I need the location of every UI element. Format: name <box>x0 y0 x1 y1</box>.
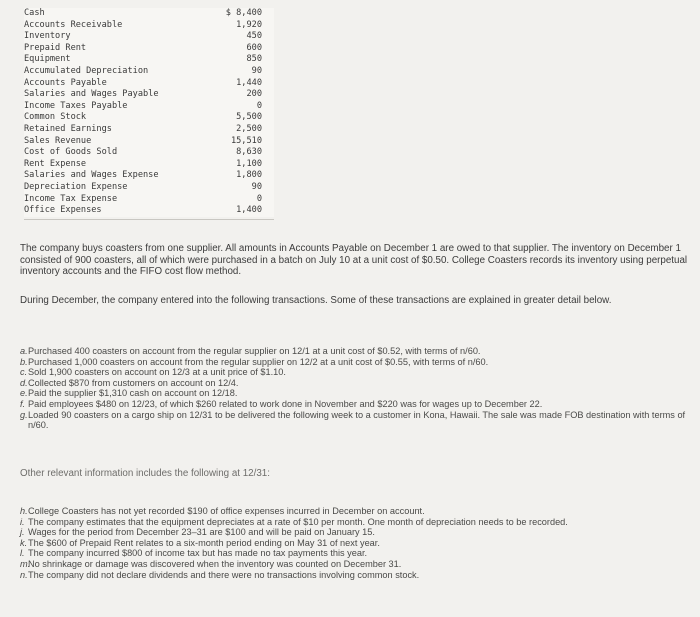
account-balance: 0 <box>256 193 262 204</box>
account-name: Depreciation Expense <box>24 181 128 192</box>
account-name: Cost of Goods Sold <box>24 147 118 158</box>
intro-paragraph: The company buys coasters from one supplier. All amounts in Accounts Payable on December 1 are owed to that supplier. The inventory on December 1 consisted of 900 coasters, all of which were purchased in a batch on July 10 at a unit cost of $0.50. College Coasters records its inventory using perpetual inventory accounts and the FIFO cost flow method. <box>20 243 688 278</box>
item-text: Paid employees $480 on 12/23, of which $260 related to work done in November and $220 was for wages up to December 22. <box>28 398 543 409</box>
trial-balance-row <box>24 78 274 90</box>
account-name: Common Stock <box>24 112 87 123</box>
trial-balance <box>24 8 274 217</box>
account-name: Accounts Payable <box>24 77 107 88</box>
account-name: Prepaid Rent <box>24 42 87 53</box>
item-text: Purchased 1,000 coasters on account from the regular supplier on 12/2 at a unit cost of $0.55, with terms of n/60. <box>28 356 489 367</box>
trial-balance-row <box>24 89 274 101</box>
trial-balance-row <box>24 8 274 20</box>
trial-balance-row <box>24 54 274 66</box>
account-name: Retained Earnings <box>24 123 112 134</box>
account-name: Inventory <box>24 31 71 42</box>
account-balance: $ 8,400 <box>225 8 262 18</box>
account-name: Office Expenses <box>24 205 102 216</box>
list-item <box>20 517 690 528</box>
list-item <box>20 410 690 431</box>
account-name: Rent Expense <box>24 158 87 169</box>
item-text: The company estimates that the equipment depreciates at a rate of $10 per month. One month of depreciation needs to be recorded. <box>28 516 568 527</box>
list-item <box>20 570 690 581</box>
trial-balance-row <box>24 31 274 43</box>
item-text: Wages for the period from December 23–31 are $100 and will be paid on January 15. <box>28 527 375 538</box>
account-balance: 450 <box>246 31 262 42</box>
item-text: Sold 1,900 coasters on account on 12/3 at a unit price of $1.10. <box>28 367 286 378</box>
list-item <box>20 548 690 559</box>
account-name: Income Taxes Payable <box>24 100 128 111</box>
account-balance: 1,400 <box>236 205 262 216</box>
account-balance: 90 <box>251 65 262 76</box>
item-letter: i. <box>20 516 25 527</box>
item-letter: k. <box>20 537 28 548</box>
account-name: Equipment <box>24 54 71 65</box>
trial-balance-row <box>24 147 274 159</box>
list-item <box>20 399 690 410</box>
item-letter: c. <box>20 367 28 378</box>
trial-balance-row <box>24 124 274 136</box>
account-balance: 5,500 <box>236 112 262 123</box>
trial-balance-row <box>24 194 274 206</box>
item-text: College Coasters has not yet recorded $190 of office expenses incurred in December on account. <box>28 506 425 516</box>
item-letter: j. <box>20 527 25 538</box>
trial-balance-row <box>24 159 274 171</box>
account-balance: 2,500 <box>236 123 262 134</box>
trial-balance-row <box>24 66 274 78</box>
account-balance: 1,920 <box>236 19 262 30</box>
account-balance: 1,440 <box>236 77 262 88</box>
december-paragraph: During December, the company entered into the following transactions. Some of these transactions are explained in greater detail below. <box>20 295 612 306</box>
list-item <box>20 506 690 517</box>
trial-balance-row <box>24 170 274 182</box>
list-item <box>20 378 690 389</box>
account-balance: 850 <box>246 54 262 65</box>
item-letter: d. <box>20 377 28 388</box>
account-balance: 15,510 <box>230 135 262 146</box>
item-text: Collected $870 from customers on account on 12/4. <box>28 377 239 388</box>
item-letter: h. <box>20 506 28 516</box>
list-item <box>20 527 690 538</box>
trial-balance-row <box>24 101 274 113</box>
list-item <box>20 367 690 378</box>
other-info-list <box>20 506 690 580</box>
account-name: Salaries and Wages Expense <box>24 170 159 181</box>
list-item <box>20 357 690 368</box>
account-name: Cash <box>24 8 45 18</box>
item-text: The company did not declare dividends and there were no transactions involving common stock. <box>28 569 420 580</box>
item-text: Loaded 90 coasters on a cargo ship on 12/31 to be delivered the following week to a customer in Kona, Hawaii. The sale was made FOB destination with terms of n/60. <box>28 409 686 431</box>
list-item <box>20 559 690 570</box>
account-name: Sales Revenue <box>24 135 92 146</box>
item-text: The company incurred $800 of income tax but has made no tax payments this year. <box>28 548 368 559</box>
account-name: Salaries and Wages Payable <box>24 89 159 100</box>
item-letter: g. <box>20 409 28 420</box>
transactions-list <box>20 346 690 431</box>
item-letter: n. <box>20 569 28 580</box>
other-info-heading: Other relevant information includes the following at 12/31: <box>20 468 270 479</box>
account-balance: 1,800 <box>236 170 262 181</box>
trial-balance-row <box>24 182 274 194</box>
account-balance: 1,100 <box>236 158 262 169</box>
item-text: No shrinkage or damage was discovered when the inventory was counted on December 31. <box>28 558 402 569</box>
account-name: Income Tax Expense <box>24 193 118 204</box>
account-name: Accumulated Depreciation <box>24 65 149 76</box>
item-text: Purchased 400 coasters on account from the regular supplier on 12/1 at a unit cost of $0.52, with terms of n/60. <box>28 346 481 356</box>
trial-balance-row <box>24 205 274 217</box>
trial-balance-row <box>24 112 274 124</box>
item-text: The $600 of Prepaid Rent relates to a six-month period ending on May 31 of next year. <box>28 537 380 548</box>
account-balance: 600 <box>246 42 262 53</box>
table-bottom-rule <box>24 219 274 220</box>
item-letter: a. <box>20 346 28 356</box>
list-item <box>20 346 690 357</box>
item-text: Paid the supplier $1,310 cash on account on 12/18. <box>28 388 238 399</box>
trial-balance-row <box>24 136 274 148</box>
item-letter: e. <box>20 388 28 399</box>
account-balance: 8,630 <box>236 147 262 158</box>
account-balance: 0 <box>256 100 262 111</box>
account-name: Accounts Receivable <box>24 19 123 30</box>
item-letter: l. <box>20 548 25 559</box>
account-balance: 200 <box>246 89 262 100</box>
trial-balance-row <box>24 43 274 55</box>
trial-balance-row <box>24 20 274 32</box>
item-letter: m. <box>20 558 31 569</box>
item-letter: b. <box>20 356 28 367</box>
account-balance: 90 <box>251 181 262 192</box>
list-item <box>20 388 690 399</box>
item-letter: f. <box>20 398 26 409</box>
list-item <box>20 538 690 549</box>
